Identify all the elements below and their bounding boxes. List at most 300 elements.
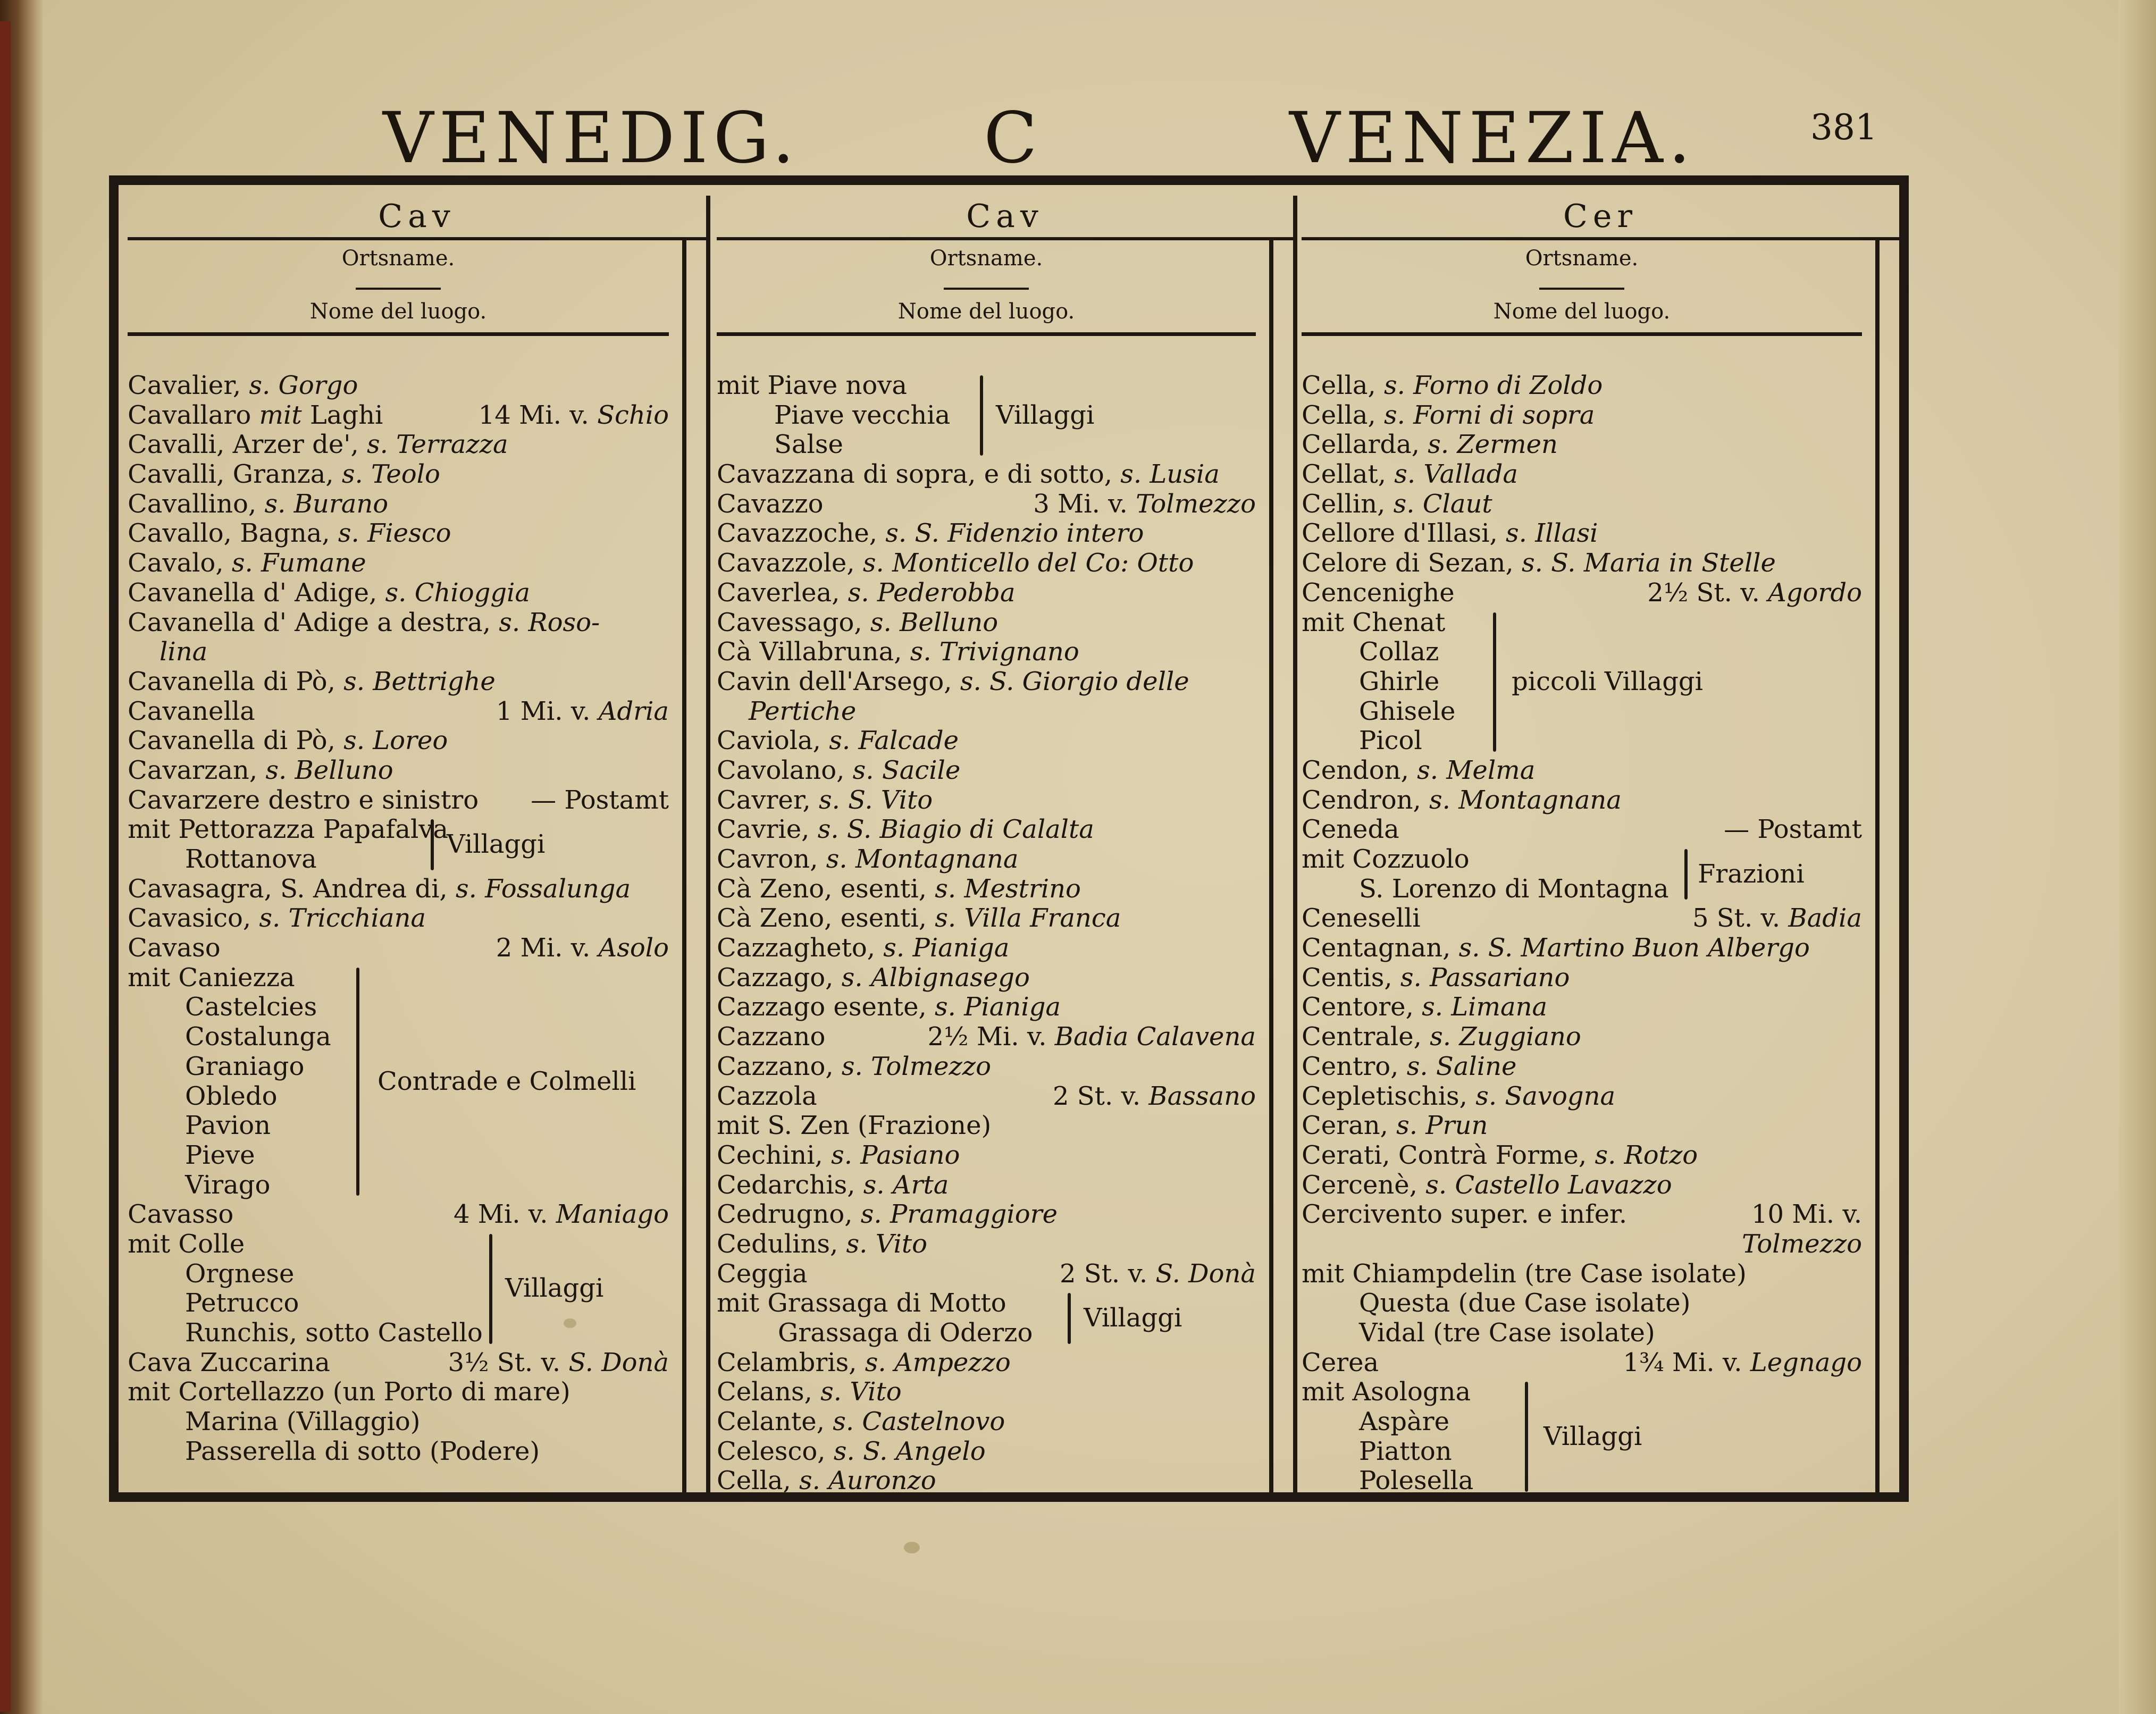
- place-name: Cavazzoche,: [717, 518, 886, 549]
- parish-name: Roso-: [528, 607, 600, 637]
- see-abbrev: s.: [935, 903, 957, 934]
- parish-name: S. Biagio di Calalta: [846, 814, 1094, 845]
- parish-name: Monticello del Co: Otto: [892, 548, 1194, 578]
- see-abbrev: s.: [259, 903, 281, 934]
- entries-list: [1302, 371, 1862, 1496]
- entry-row: [128, 875, 669, 904]
- entry-main: [128, 460, 440, 490]
- parish-name: S. Fidenzio intero: [915, 518, 1144, 549]
- entry-row: [717, 667, 1256, 726]
- parish-name: Ampezzo: [894, 1347, 1011, 1377]
- entry-row: [1302, 371, 1862, 401]
- entry-main: [128, 756, 393, 786]
- entry-main: [717, 1200, 1058, 1230]
- parish-name: Burano: [293, 489, 389, 519]
- entry-main: [128, 875, 631, 904]
- distance: 10 Mi. v.: [1751, 1199, 1862, 1230]
- see-abbrev: s.: [265, 755, 287, 785]
- entry-main: [717, 1230, 927, 1259]
- see-abbrev: s.: [799, 1466, 820, 1496]
- see-abbrev: s.: [1506, 518, 1527, 549]
- distance: [1623, 1348, 1862, 1378]
- parish-name: Claut: [1422, 489, 1492, 519]
- parish-name: Vallada: [1423, 459, 1518, 490]
- place-name: Cercenè,: [1302, 1170, 1426, 1200]
- entry-main: [717, 1082, 817, 1112]
- see-abbrev: s.: [870, 607, 892, 637]
- entry-main: [1302, 430, 1558, 460]
- entry-row: [717, 963, 1256, 993]
- see-abbrev: s.: [1422, 992, 1443, 1022]
- entry-row: [128, 697, 669, 727]
- entry-main: [1302, 815, 1399, 845]
- village-name: Piave vecchia: [774, 400, 951, 430]
- distance: [1053, 1082, 1256, 1112]
- entry-continuation: Pertiche: [749, 696, 857, 726]
- entry-row: [717, 1111, 1256, 1141]
- distance-town: S. Donà: [1155, 1258, 1256, 1289]
- entry-main: [1302, 963, 1570, 993]
- entry-main: [717, 786, 933, 816]
- place-name: Cellat,: [1302, 459, 1395, 490]
- distance-rule: [682, 237, 686, 1495]
- entry-row: [717, 1082, 1256, 1112]
- entries-list: [128, 371, 669, 1466]
- see-abbrev: s.: [910, 637, 932, 667]
- place-name: Centis,: [1302, 962, 1400, 993]
- parish-name: Tricchiana: [288, 903, 426, 934]
- place-name: Cedrugno,: [717, 1199, 861, 1230]
- entry-main: [717, 756, 960, 786]
- entry-row: [717, 726, 1256, 756]
- column-2: [717, 196, 1293, 1495]
- parish-name: Saline: [1436, 1051, 1517, 1081]
- see-abbrev: s.: [833, 1407, 854, 1437]
- header-left: VENEDIG.: [383, 97, 800, 179]
- see-abbrev: s.: [829, 726, 851, 756]
- entry-main: [717, 1259, 808, 1289]
- entry-row: [717, 1437, 1256, 1467]
- parish-name: Montagnana: [1458, 785, 1622, 815]
- entry-row: [717, 756, 1256, 786]
- place-name: Cerea: [1302, 1347, 1379, 1377]
- see-abbrev: s.: [341, 459, 363, 490]
- place-name: Cà Zeno, esenti,: [717, 873, 935, 904]
- parish-name: Auronzo: [828, 1466, 936, 1496]
- header-center: C: [984, 97, 1043, 179]
- parish-name: Zuggiano: [1459, 1022, 1581, 1052]
- entry-main: [717, 1437, 986, 1467]
- village-group: [128, 1230, 669, 1348]
- column-label-nome: Nome del luogo.: [1493, 299, 1671, 324]
- entry-row: [128, 608, 669, 667]
- parish-name: S. Martino Buon Albergo: [1488, 933, 1810, 963]
- distance: [1692, 904, 1862, 934]
- place-name: Ceneda: [1302, 814, 1399, 845]
- place-name: Cencenighe: [1302, 577, 1455, 608]
- entry-main: [1302, 1318, 1655, 1348]
- place-name-cont: Laghi: [301, 400, 383, 430]
- parish-name: Savogna: [1505, 1081, 1616, 1111]
- entries-list: [717, 371, 1256, 1496]
- see-abbrev: s.: [1425, 1170, 1447, 1200]
- entry-row: [717, 1377, 1256, 1407]
- entry-row: [128, 1437, 669, 1467]
- entry-row: [717, 578, 1256, 608]
- parish-name: Fossalunga: [485, 873, 631, 904]
- see-abbrev: s.: [819, 785, 840, 815]
- distance: [479, 401, 669, 431]
- entry-main: [128, 786, 479, 816]
- village-name: Polesella: [1359, 1466, 1474, 1496]
- entry-main: [1302, 1289, 1690, 1318]
- entry-row: [717, 1052, 1256, 1082]
- place-name: Questa (due Case isolate): [1359, 1288, 1691, 1318]
- distance-town: Badia: [1788, 903, 1862, 934]
- header-right: VENEZIA.: [1289, 97, 1696, 179]
- entry-main: [717, 460, 1220, 490]
- entry-row: [1302, 1082, 1862, 1112]
- parish-name: Falcade: [858, 726, 959, 756]
- distance: [1033, 490, 1256, 519]
- place-name: mit S. Zen (Frazione): [717, 1111, 992, 1141]
- place-name: Cavessago,: [717, 607, 870, 637]
- column-label-ortsname: Ortsname.: [929, 246, 1043, 271]
- distance-value: 1 Mi. v.: [496, 696, 591, 726]
- entry-row: [717, 1022, 1256, 1052]
- entry-continuation: Tolmezzo: [1742, 1229, 1862, 1259]
- entry-main: [1302, 401, 1595, 431]
- distance-town: Legnago: [1750, 1347, 1862, 1377]
- entry-main: [717, 1407, 1005, 1437]
- group-label: piccoli Villaggi: [1512, 666, 1703, 696]
- place-name: Cella,: [1302, 400, 1384, 430]
- village-name: Petrucco: [185, 1288, 299, 1318]
- see-abbrev: s.: [935, 992, 956, 1022]
- parish-name: S. Vito: [848, 785, 933, 815]
- place-name: Centro,: [1302, 1051, 1407, 1081]
- place-name: Cepletischis,: [1302, 1081, 1476, 1111]
- entry-main: [1302, 1111, 1488, 1141]
- entry-row: [1302, 1022, 1862, 1052]
- see-abbrev: s.: [1120, 459, 1142, 490]
- place-name: Cercivento super. e infer.: [1302, 1199, 1628, 1230]
- place-name: Centore,: [1302, 992, 1422, 1022]
- entry-main: [717, 578, 1015, 608]
- paper-spot: [564, 1318, 576, 1328]
- place-name: Cazzagheto,: [717, 933, 884, 963]
- see-abbrev: s.: [1383, 371, 1405, 400]
- parish-name: Pramaggiore: [890, 1199, 1058, 1230]
- parish-name: Passariano: [1430, 962, 1570, 993]
- group-brace: [489, 1234, 492, 1344]
- place-name: Cellore d'Illasi,: [1302, 518, 1506, 549]
- village-name: mit Asologna: [1302, 1377, 1471, 1407]
- parish-name: S. Angelo: [862, 1436, 986, 1466]
- place-name: Cazzano: [717, 1022, 826, 1052]
- entry-main: [128, 697, 255, 727]
- village-name: Ghirle: [1359, 666, 1440, 696]
- place-name: Cavarzere destro e sinistro: [128, 785, 479, 815]
- column-title: Cav: [128, 196, 706, 240]
- entry-row: [1302, 401, 1862, 431]
- place-name: Cavrer,: [717, 785, 819, 815]
- place-name: Marina (Villaggio): [185, 1407, 421, 1437]
- entry-main: [717, 845, 1019, 875]
- parish-name: Fumane: [261, 548, 366, 578]
- see-abbrev: s.: [846, 1229, 868, 1259]
- distance-town: Maniago: [556, 1199, 669, 1230]
- village-name: Runchis, sotto Castello: [185, 1318, 483, 1348]
- place-name: Cavasagra, S. Andrea di,: [128, 873, 456, 904]
- entry-main: [717, 549, 1194, 578]
- see-abbrev: s.: [1406, 1051, 1428, 1081]
- entry-main: [1302, 371, 1603, 401]
- see-abbrev: s.: [860, 1199, 882, 1230]
- village-group: [1302, 608, 1862, 756]
- column-1: [128, 196, 706, 1495]
- distance-value: 5 St. v.: [1692, 903, 1781, 934]
- entry-row: [128, 578, 669, 608]
- group-label: Villaggi: [447, 829, 546, 860]
- entry-row: [717, 934, 1256, 963]
- place-name: Cellarda,: [1302, 430, 1428, 460]
- place-name: Ceran,: [1302, 1111, 1397, 1141]
- entry-main: [1302, 904, 1421, 934]
- place-name: Cavanella di Pò,: [128, 666, 344, 696]
- place-name: Cavasso: [128, 1199, 234, 1230]
- distance-value: 1¾ Mi. v.: [1623, 1347, 1742, 1377]
- place-name: Cavallino,: [128, 489, 265, 519]
- place-name: Cella,: [717, 1466, 799, 1496]
- place-name: Cedarchis,: [717, 1170, 863, 1200]
- entry-row: [128, 786, 669, 816]
- entry-main: [717, 519, 1144, 549]
- see-abbrev: s.: [367, 430, 388, 460]
- parish-name: Montagnana: [855, 844, 1019, 875]
- place-name: Cavallo, Bagna,: [128, 518, 338, 549]
- entry-row: [1302, 490, 1862, 519]
- see-abbrev: s.: [1475, 1081, 1497, 1111]
- see-abbrev: s.: [1393, 489, 1415, 519]
- village-group: [1302, 845, 1862, 904]
- parish-name: Zermen: [1457, 430, 1558, 460]
- parish-name: Chioggia: [414, 577, 531, 608]
- entry-main: [717, 726, 959, 756]
- entry-main: [717, 1022, 825, 1052]
- entry-row: [1302, 430, 1862, 460]
- entry-continuation: lina: [160, 637, 208, 667]
- label-dash: [944, 288, 1029, 290]
- see-abbrev: s.: [343, 726, 365, 756]
- village-name: mit Caniezza: [128, 962, 295, 993]
- distance-value: 4 Mi. v.: [453, 1199, 548, 1230]
- village-name: Obledo: [185, 1081, 278, 1111]
- group-label: Villaggi: [1084, 1303, 1182, 1333]
- entry-row: [128, 934, 669, 963]
- village-group: [128, 815, 669, 874]
- group-brace: [1684, 849, 1688, 900]
- see-abbrev: s.: [1400, 962, 1422, 993]
- parish-name: Pasiano: [860, 1140, 960, 1170]
- see-abbrev: s.: [249, 371, 271, 400]
- village-name: Rottanova: [185, 844, 317, 875]
- paper-spot: [904, 1542, 920, 1553]
- entry-row: [1302, 786, 1862, 816]
- distance-value: — Postamt: [1724, 814, 1862, 845]
- entry-main: [128, 1348, 330, 1378]
- entry-row: [1302, 519, 1862, 549]
- place-name: Cava Zuccarina: [128, 1347, 330, 1377]
- entry-main: [717, 1466, 936, 1496]
- entry-main: [1302, 1259, 1747, 1289]
- see-abbrev: s.: [499, 607, 521, 637]
- village-name: Salse: [774, 430, 843, 460]
- distance: [928, 1022, 1256, 1052]
- distance: [448, 1348, 669, 1378]
- entry-row: [128, 726, 669, 756]
- village-name: Grassaga di Oderzo: [778, 1318, 1033, 1348]
- entry-main: [1302, 934, 1810, 963]
- place-name: Cellin,: [1302, 489, 1394, 519]
- entry-main: [128, 430, 508, 460]
- village-name: S. Lorenzo di Montagna: [1359, 873, 1669, 904]
- place-name: Cazzola: [717, 1081, 817, 1111]
- parish-name: Belluno: [295, 755, 393, 785]
- parish-name: Sacile: [882, 755, 961, 785]
- mit-word: mit: [259, 400, 302, 430]
- entry-row: [128, 756, 669, 786]
- parish-name: Forni di sopra: [1413, 400, 1595, 430]
- village-name: Castelcies: [185, 992, 317, 1022]
- village-group: [717, 1289, 1256, 1348]
- place-name: Cavallaro: [128, 400, 259, 430]
- village-name: mit Piave nova: [717, 371, 908, 400]
- entry-row: [717, 637, 1256, 667]
- entry-main: [1302, 756, 1535, 786]
- see-abbrev: s.: [1428, 430, 1449, 460]
- see-abbrev: s.: [885, 518, 907, 549]
- entry-row: [128, 490, 669, 519]
- parish-name: Terrazza: [396, 430, 508, 460]
- entry-row: [717, 1200, 1256, 1230]
- see-abbrev: s.: [831, 1140, 852, 1170]
- entry-row: [717, 1407, 1256, 1437]
- see-abbrev: s.: [862, 548, 884, 578]
- place-name: Cavin dell'Arsego,: [717, 666, 960, 696]
- place-name: Celante,: [717, 1407, 833, 1437]
- entry-row: [1302, 1052, 1862, 1082]
- place-name: Cazzago,: [717, 962, 842, 993]
- entry-main: [717, 667, 1189, 697]
- parish-name: Prun: [1425, 1111, 1488, 1141]
- see-abbrev: s.: [1430, 1022, 1452, 1052]
- entry-row: [1302, 963, 1862, 993]
- entry-main: [1302, 490, 1492, 519]
- see-abbrev: s.: [1458, 933, 1480, 963]
- group-label: Villaggi: [996, 400, 1095, 430]
- place-name: Cavalo,: [128, 548, 232, 578]
- distance: [496, 934, 669, 963]
- distance: [1647, 578, 1862, 608]
- distance-value: 2 St. v.: [1052, 1081, 1141, 1111]
- place-name: Cedulins,: [717, 1229, 846, 1259]
- distance-value: 14 Mi. v.: [478, 400, 589, 430]
- entry-main: [717, 993, 1061, 1022]
- header-rule: [128, 332, 669, 336]
- see-abbrev: s.: [264, 489, 286, 519]
- distance-value: 3½ St. v.: [448, 1347, 561, 1377]
- entry-main: [717, 875, 1081, 904]
- see-abbrev: s.: [1417, 755, 1438, 785]
- entry-main: [1302, 578, 1455, 608]
- place-name: Cavanella d' Adige a destra,: [128, 607, 499, 637]
- village-group: [128, 963, 669, 1200]
- distance-value: 2 Mi. v.: [496, 933, 591, 963]
- entry-main: [128, 608, 600, 638]
- column-label-ortsname: Ortsname.: [341, 246, 455, 271]
- column-label-nome: Nome del luogo.: [897, 299, 1075, 324]
- place-name: Cavaso: [128, 933, 221, 963]
- group-brace: [1493, 612, 1496, 752]
- see-abbrev: s.: [1383, 400, 1405, 430]
- header-rule: [1302, 332, 1862, 336]
- entry-main: [717, 934, 1009, 963]
- entry-row: [128, 549, 669, 578]
- entry-main: [717, 637, 1079, 667]
- entry-row: [1302, 1200, 1862, 1259]
- place-name: mit Cortellazzo (un Porto di mare): [128, 1377, 571, 1407]
- column-separator: [706, 196, 710, 1495]
- distance-town: Schio: [597, 400, 669, 430]
- place-name: Cavazzo: [717, 489, 824, 519]
- entry-row: [1302, 1289, 1862, 1318]
- place-name: Cavanella d' Adige,: [128, 577, 385, 608]
- page-edge: [2119, 0, 2156, 1714]
- entry-row: [717, 1466, 1256, 1496]
- parish-name: Limana: [1451, 992, 1548, 1022]
- entry-row: [717, 608, 1256, 638]
- entry-row: [717, 1141, 1256, 1171]
- parish-name: Tolmezzo: [871, 1051, 991, 1081]
- entry-row: [128, 1407, 669, 1437]
- column-label-ortsname: Ortsname.: [1525, 246, 1639, 271]
- place-name: Cavanella di Pò,: [128, 726, 344, 756]
- parish-name: Loreo: [373, 726, 448, 756]
- entry-main: [717, 815, 1094, 845]
- place-name: Caviola,: [717, 726, 829, 756]
- entry-main: [1302, 549, 1776, 578]
- distance-value: — Postamt: [531, 785, 669, 815]
- place-name: Vidal (tre Case isolate): [1359, 1318, 1655, 1348]
- entry-row: [1302, 578, 1862, 608]
- entry-row: [717, 1230, 1256, 1259]
- parish-name: S. Giorgio delle: [989, 666, 1189, 696]
- column-label-nome: Nome del luogo.: [309, 299, 487, 324]
- place-name: Cavron,: [717, 844, 826, 875]
- parish-name: Melma: [1446, 755, 1536, 785]
- entry-row: [1302, 1259, 1862, 1289]
- distance-town: Bassano: [1148, 1081, 1256, 1111]
- entry-main: [1302, 1022, 1581, 1052]
- group-brace: [356, 968, 359, 1196]
- group-brace: [1068, 1293, 1071, 1343]
- entry-main: [128, 578, 530, 608]
- entry-row: [1302, 904, 1862, 934]
- entry-main: [717, 608, 998, 638]
- see-abbrev: s.: [841, 962, 863, 993]
- village-name: mit Grassaga di Motto: [717, 1288, 1006, 1318]
